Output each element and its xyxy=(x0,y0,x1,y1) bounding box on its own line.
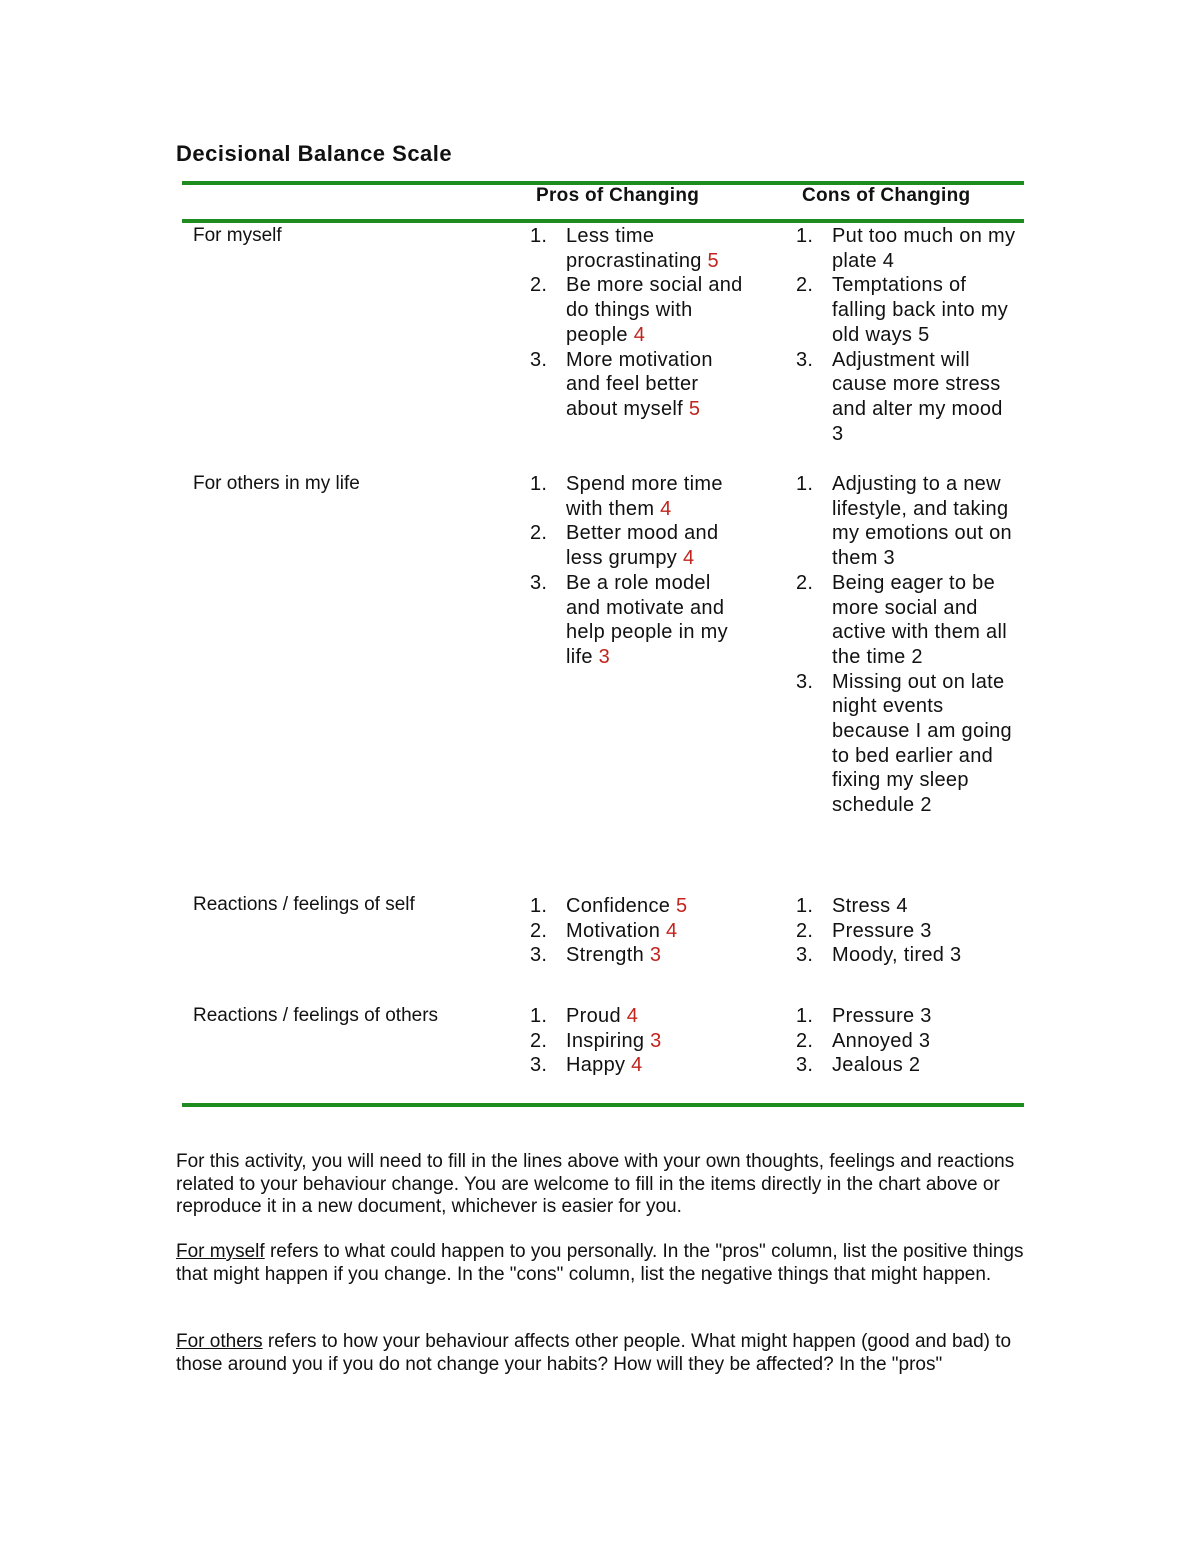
item-text: Proud xyxy=(566,1005,621,1027)
item-number: 1. xyxy=(530,225,548,247)
row-label-reactions-others: Reactions / feelings of others xyxy=(193,1005,439,1026)
item-score: 4 xyxy=(633,323,646,346)
list-item xyxy=(796,943,1018,968)
item-number: 2. xyxy=(530,919,548,942)
list-item xyxy=(796,472,1018,571)
item-number: 2. xyxy=(796,571,814,594)
item-score: 4 xyxy=(626,1005,639,1027)
pros-column-header: Pros of Changing xyxy=(536,185,700,206)
item-score: 3 xyxy=(832,422,844,445)
item-score: 3 xyxy=(598,645,611,668)
item-number: 2. xyxy=(796,919,814,942)
list-item xyxy=(796,348,1018,447)
item-score: 4 xyxy=(660,497,672,520)
item-text: Jealous xyxy=(832,1054,904,1077)
list-item xyxy=(530,894,750,919)
for-others-paragraph xyxy=(176,1331,1026,1376)
list-item xyxy=(530,919,750,944)
item-number: 3. xyxy=(796,670,814,693)
table-header-rule xyxy=(182,219,1024,223)
list-item xyxy=(530,224,750,273)
row-label-reactions-self: Reactions / feelings of self xyxy=(193,894,415,915)
item-number: 2. xyxy=(796,274,814,297)
list-item xyxy=(530,1029,750,1054)
item-text: Happy xyxy=(566,1054,626,1077)
item-score: 4 xyxy=(631,1054,643,1077)
item-text: Less time procrastinating xyxy=(566,225,702,272)
item-score: 4 xyxy=(882,249,895,272)
item-score: 3 xyxy=(950,944,962,967)
pros-list-for-others xyxy=(530,472,750,670)
item-text: Put too much on my plate xyxy=(832,225,1016,272)
list-item xyxy=(796,273,1018,347)
item-number: 2. xyxy=(530,522,548,545)
list-item xyxy=(796,1029,1018,1054)
item-text: Inspiring xyxy=(566,1029,645,1052)
item-number: 2. xyxy=(796,1029,814,1052)
item-number: 3. xyxy=(796,348,814,371)
list-item xyxy=(530,943,750,968)
item-score: 4 xyxy=(682,547,695,570)
page-title: Decisional Balance Scale xyxy=(176,141,453,166)
cons-list-for-myself xyxy=(796,224,1018,446)
item-text: Pressure xyxy=(832,1005,915,1027)
item-score: 5 xyxy=(918,323,930,346)
row-label-for-others: For others in my life xyxy=(193,473,360,494)
list-item xyxy=(530,521,750,570)
item-number: 1. xyxy=(530,1005,548,1027)
item-score: 4 xyxy=(896,895,908,917)
item-score: 3 xyxy=(883,547,895,570)
item-score: 4 xyxy=(666,919,678,942)
item-score: 3 xyxy=(650,1029,662,1052)
cons-list-for-others xyxy=(796,472,1018,818)
for-others-term: For others xyxy=(176,1331,263,1352)
row-label-for-myself: For myself xyxy=(193,225,282,246)
item-text: Be a role model and motivate and help people in my life xyxy=(566,571,728,668)
list-item xyxy=(530,348,750,422)
item-score: 3 xyxy=(920,1005,932,1027)
list-item xyxy=(796,919,1018,944)
item-number: 3. xyxy=(530,944,548,967)
list-item xyxy=(530,1004,750,1029)
item-text: Motivation xyxy=(566,919,661,942)
item-text: Better mood and less grumpy xyxy=(566,522,719,570)
item-number: 1. xyxy=(530,473,548,495)
item-number: 3. xyxy=(530,348,548,371)
item-text: Missing out on late night events because I am going to bed earlier and fixing my sleep schedule xyxy=(832,670,1012,817)
item-text: More motivation and feel better about myself xyxy=(566,348,713,420)
list-item xyxy=(796,1053,1018,1078)
item-score: 3 xyxy=(918,1029,931,1052)
for-myself-description: refers to what could happen to you personally. In the "pros" column, list the positive things that might happen if you change. In the "cons" column, list the negative things that might happen. xyxy=(176,1241,1024,1285)
list-item xyxy=(796,571,1018,670)
pros-list-for-myself xyxy=(530,224,750,422)
item-score: 5 xyxy=(676,895,688,917)
item-score: 5 xyxy=(688,397,701,420)
table-bottom-rule xyxy=(182,1103,1024,1107)
item-score: 5 xyxy=(707,249,719,272)
item-text: Temptations of falling back into my old ways xyxy=(832,274,1009,346)
item-text: Adjustment will cause more stress and alter my mood xyxy=(832,348,1003,420)
item-number: 1. xyxy=(796,895,814,917)
item-text: Being eager to be more social and active with them all the time xyxy=(832,571,1007,668)
list-item xyxy=(530,571,750,670)
item-score: 3 xyxy=(920,919,932,942)
list-item xyxy=(530,1053,750,1078)
item-number: 1. xyxy=(796,473,814,495)
item-number: 3. xyxy=(796,1054,814,1077)
item-text: Stress xyxy=(832,895,891,917)
item-text: Spend more time with them xyxy=(566,473,723,520)
list-item xyxy=(530,472,750,521)
item-text: Adjusting to a new lifestyle, and taking my emotions out on them xyxy=(832,473,1012,570)
intro-paragraph: For this activity, you will need to fill in the lines above with your own thoughts, feelings and reactions related to your behaviour change. You are welcome to fill in the items directly in the chart above or reproduce it in a new document, whichever is easier for you. xyxy=(176,1151,1015,1218)
cons-list-reactions-others xyxy=(796,1004,1018,1078)
item-number: 2. xyxy=(530,274,548,297)
list-item xyxy=(796,224,1018,273)
list-item xyxy=(530,273,750,347)
list-item xyxy=(796,894,1018,919)
item-text: Annoyed xyxy=(832,1029,914,1052)
item-score: 2 xyxy=(908,1054,921,1077)
for-myself-paragraph xyxy=(176,1241,1026,1286)
cons-column-header: Cons of Changing xyxy=(802,185,971,206)
for-myself-term: For myself xyxy=(176,1241,265,1262)
item-number: 2. xyxy=(530,1029,548,1052)
item-number: 3. xyxy=(530,1054,548,1077)
item-number: 1. xyxy=(796,225,814,247)
item-text: Be more social and do things with people xyxy=(566,274,743,346)
cons-list-reactions-self xyxy=(796,894,1018,968)
list-item xyxy=(796,1004,1018,1029)
item-text: Moody, tired xyxy=(832,944,945,967)
item-score: 2 xyxy=(920,794,932,817)
item-text: Confidence xyxy=(566,895,671,917)
item-number: 1. xyxy=(796,1005,814,1027)
item-text: Pressure xyxy=(832,919,915,942)
item-number: 1. xyxy=(530,895,548,917)
list-item xyxy=(796,670,1018,818)
item-score: 3 xyxy=(649,944,662,967)
item-number: 3. xyxy=(796,944,814,967)
pros-list-reactions-self xyxy=(530,894,750,968)
item-text: Strength xyxy=(566,944,645,967)
item-score: 2 xyxy=(911,645,923,668)
pros-list-reactions-others xyxy=(530,1004,750,1078)
for-others-description: refers to how your behaviour affects other people. What might happen (good and bad) to those around you if you do not change your habits? How will they be affected? In the "pros" xyxy=(176,1331,1012,1375)
item-number: 3. xyxy=(530,571,548,594)
